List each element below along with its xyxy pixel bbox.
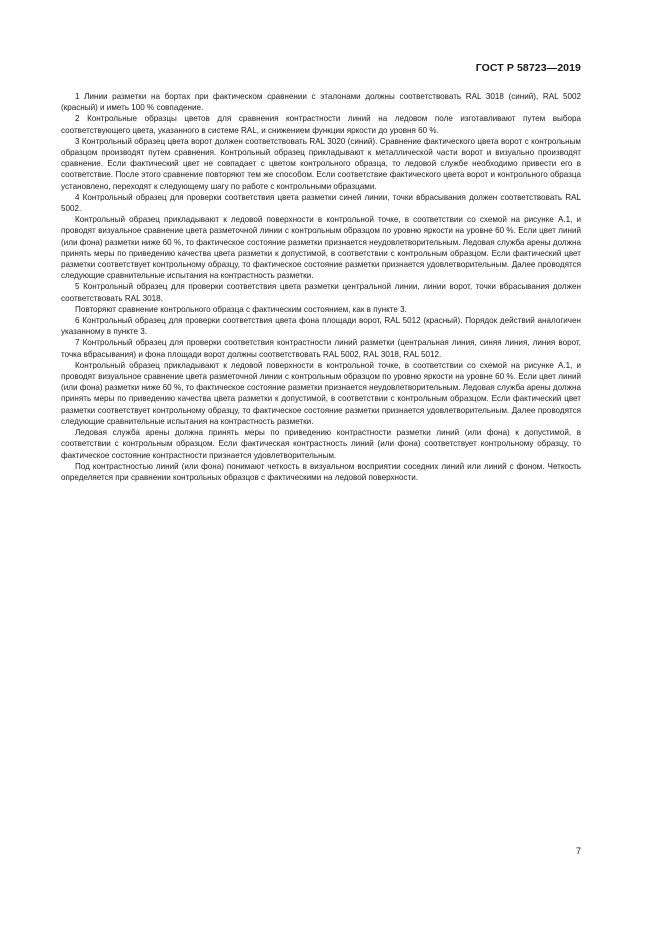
paragraph-7: 7 Контрольный образец для проверки соответствия контрастности линий разметки (центральная линия, синяя линия, линия ворот, точка вбрасывания) и фона площади ворот должны соответствовать RAL 5002, RAL 3018, RAL 5012. <box>61 338 581 359</box>
page-number: 7 <box>575 846 581 856</box>
document-body <box>61 91 581 483</box>
paragraph-2: 2 Контрольные образцы цветов для сравнения контрастности линий на ледовом поле изготавливают путем выбора соответствующего цвета, указанного в системе RAL, и снижением функции яркости до уровня 60 %. <box>61 114 581 135</box>
standard-header: ГОСТ Р 58723—2019 <box>475 62 581 74</box>
paragraph-3: 3 Контрольный образец цвета ворот должен соответствовать RAL 3020 (синий). Сравнение фактического цвета ворот с контрольным образцом производят путем сравнения. Контрольный образец прикладывают к металлической части ворот и визуально производят сравнение. Если фактический цвет не совпадает с цветом контрольного образца, то ледовой службе необходимо привести его в соответствие. После этого сравнение повторяют тем же способом. Если соответствие фактического цвета ворот и контрольного образца установлено, переходят к следующему шагу по работе с контрольными образцами. <box>61 136 581 191</box>
paragraph-4-procedure: Контрольный образец прикладывают к ледовой поверхности в контрольной точке, в соответствии со схемой на рисунке А.1, и проводят визуальное сравнение цвета разметочной линии с контрольным образцом по уровню яркости на уровне 60 %. Если цвет линий (или фона) разметки ниже 60 %, то фактическое состояние разметки признается неудовлетворительным. Ледовая служба арены должна принять меры по приведению качества цвета разметки к допустимой, в соответствии с контрольным образцом. Если фактический цвет разметки соответствует контрольному образцу, то фактическое состояние разметки признается удовлетворительным. Далее проводятся следующие сравнительные испытания на контрастность разметки. <box>61 215 581 281</box>
paragraph-6: 6 Контрольный образец для проверки соответствия цвета фона площади ворот, RAL 5012 (красный). Порядок действий аналогичен указанному в пункте 3. <box>61 316 581 337</box>
paragraph-7-procedure: Контрольный образец прикладывают к ледовой поверхности в контрольной точке, в соответствии со схемой на рисунке А.1, и проводят визуальное сравнение цвета разметочной линии с контрольным образцом по уровню яркости на уровне 60 %. Если цвет линий (или фона) разметки ниже 60 %, то фактическое состояние разметки признается неудовлетворительным. Ледовая служба арены должна принять меры по приведению качества цвета разметки к допустимой, в соответствии с контрольным образцом. Если фактический цвет разметки соответствует контрольному образцу, то фактическое состояние разметки признается удовлетворительным. Далее проводятся следующие сравнительные испытания на контрастность разметки. <box>61 360 581 426</box>
paragraph-1: 1 Линии разметки на бортах при фактическом сравнении с эталонами должны соответствовать RAL 3018 (синий), RAL 5002 (красный) и иметь 100 % совпадение. <box>61 92 581 113</box>
paragraph-4: 4 Контрольный образец для проверки соответствия цвета разметки синей линии, точки вбрасывания должен соответствовать RAL 5002. <box>61 192 581 214</box>
paragraph-5-procedure: Повторяют сравнение контрольного образца с фактическим состоянием, как в пункте 3. <box>75 304 407 314</box>
paragraph-5: 5 Контрольный образец для проверки соответствия цвета разметки центральной линии, линии ворот, точки вбрасывания должен соответствовать RAL 3018. <box>61 282 581 303</box>
paragraph-contrast-measures: Ледовая служба арены должна принять меры по приведению контрастности разметки линий (или фона) к допустимой, в соответствии с контрольным образцом. Если фактическая контрастность линий (или фона) соответствует контрольному образцу, то фактическое состояние контрастности признается удовлетворительным. <box>61 428 581 460</box>
paragraph-contrast-definition: Под контрастностью линий (или фона) понимают четкость в визуальном восприятии соседних линий или линий с фоном. Четкость определяется при сравнении контрольных образцов с фактическими на ледовой поверхности. <box>61 461 581 482</box>
